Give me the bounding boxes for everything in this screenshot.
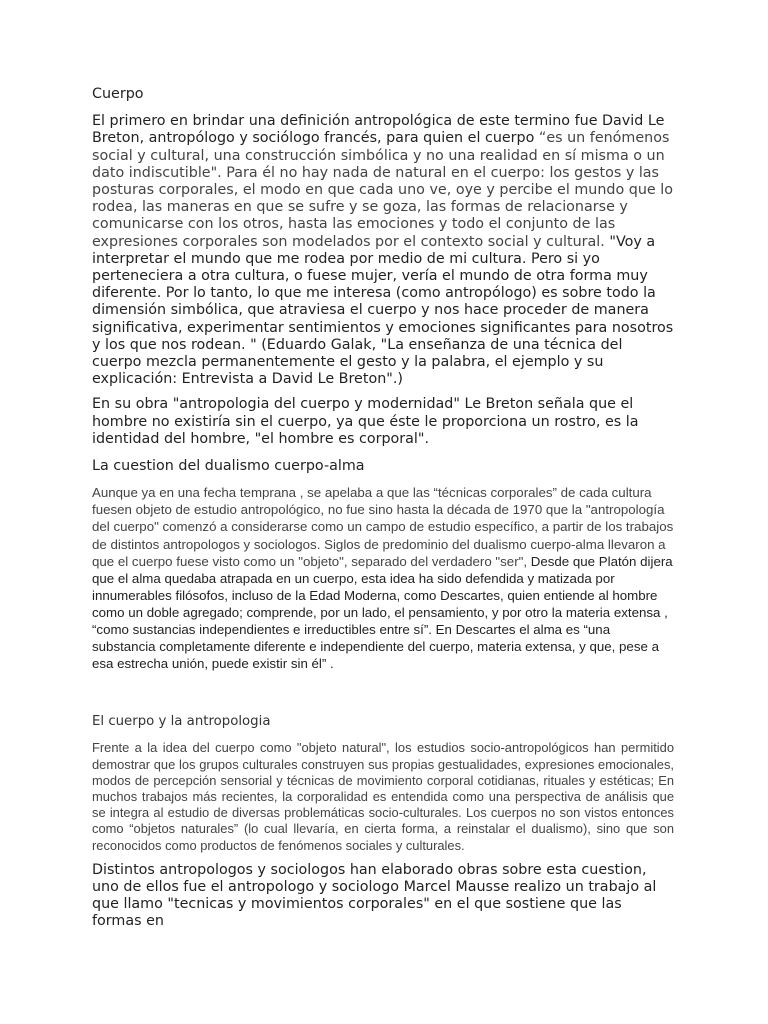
paragraph-dualismo [92, 484, 674, 672]
section-heading-dualismo: La cuestion del dualismo cuerpo-alma [92, 458, 365, 475]
paragraph-definicion-tail: "Voy a interpretar el mundo que me rodea por medio de mi cultura. Pero si yo perteneciera a otra cultura, o fuese mujer, vería el mundo de otra forma muy diferente. Por lo tanto, lo que me interesa (como antropólogo) es sobre todo la dimensión simbólica, que atraviesa el cuerpo y nos hace proceder de manera significativa, experimentar sentimientos y emociones significantes para nosotros y los que nos rodean. " (Eduardo Galak, "La enseñanza de una técnica del cuerpo mezcla permanentemente el gesto y la palabra, el ejemplo y su explicación: Entrevista a David Le Breton".) [92, 233, 674, 388]
paragraph-dualismo-tail: Desde que Platón dijera que el alma quedaba atrapada en un cuerpo, esta idea ha sido defendida y matizada por innumerables filósofos, incluso de la Edad Moderna, como Descartes, quien entiende al hombre como un doble agregado; comprende, por un lado, el pensamiento, y por otro la materia extensa , “como sustancias independientes e irreductibles entre sí”. En Descartes el alma es “una substancia completamente diferente e independiente del cuerpo, materia extensa, y que, pese a esa estrecha unión, puede existir sin él” . [92, 553, 673, 672]
paragraph-distintos: Distintos antropologos y sociologos han elaborado obras sobre esta cuestion, uno de ellos fue el antropologo y sociologo Marcel Mausse realizo un trabajo al que llamo "tecnicas y movimientos corporales" en el que sostiene que las formas en [92, 861, 657, 930]
paragraph-dualismo-lead: Aunque ya en una fecha temprana , se apelaba a que las “técnicas corporales” de cada cultura fuesen objeto de estudio antropológico, no fue sino hasta la década de 1970 que la "antropología del cuerpo" comenzó a considerarse como un campo de estudio específico, a partir de los trabajos de distintos antropologos y sociologos. Siglos de predominio del dualismo cuerpo-alma llevaron a que el cuerpo fuese visto como un "objeto", separado del verdadero "ser", [92, 485, 674, 569]
paragraph-definicion-lead: El primero en brindar una definición antropológica de este termino fue David Le Breton, antropólogo y sociólogo francés, para quien el cuerpo [92, 113, 665, 147]
document-page [92, 86, 674, 931]
section-heading-antropologia: El cuerpo y la antropologia [92, 714, 271, 730]
section-heading-cuerpo: Cuerpo [92, 86, 144, 102]
paragraph-obra: En su obra "antropologia del cuerpo y modernidad" Le Breton señala que el hombre no existiría sin el cuerpo, ya que éste le proporciona un rostro, es la identidad del hombre, "el hombre es corporal". [92, 396, 639, 447]
paragraph-frente: Frente a la idea del cuerpo como "objeto natural", los estudios socio-antropológicos han permitido demostrar que los grupos culturales construyen sus propias gestualidades, expresiones emocionales, modos de percepción sensorial y técnicas de movimiento corporal cotidianas, rituales y estéticas; En muchos trabajos más recientes, la corporalidad es entendida como una perspectiva de análisis que se integra al estudio de diversas problemáticas socio-culturales. Los cuerpos no son vistos entonces como “objetos naturales” (lo cual llevaría, en cierta forma, a reinstalar el dualismo), sino que son reconocidos como productos de fenómenos sociales y culturales. [92, 740, 674, 853]
paragraph-definicion [92, 113, 674, 388]
paragraph-definicion-quote: “es un fenómenos social y cultural, una construcción simbólica y no una realidad en sí misma o un dato indiscutible". Para él no hay nada de natural en el cuerpo: los gestos y las posturas corporales, el modo en que cada uno ve, oye y percibe el mundo que lo rodea, las maneras en que se sufre y se goza, las formas de relacionarse y comunicarse con los otros, hasta las emociones y todo el conjunto de las expresiones corporales son modelados por el contexto social y cultural. [92, 130, 673, 250]
